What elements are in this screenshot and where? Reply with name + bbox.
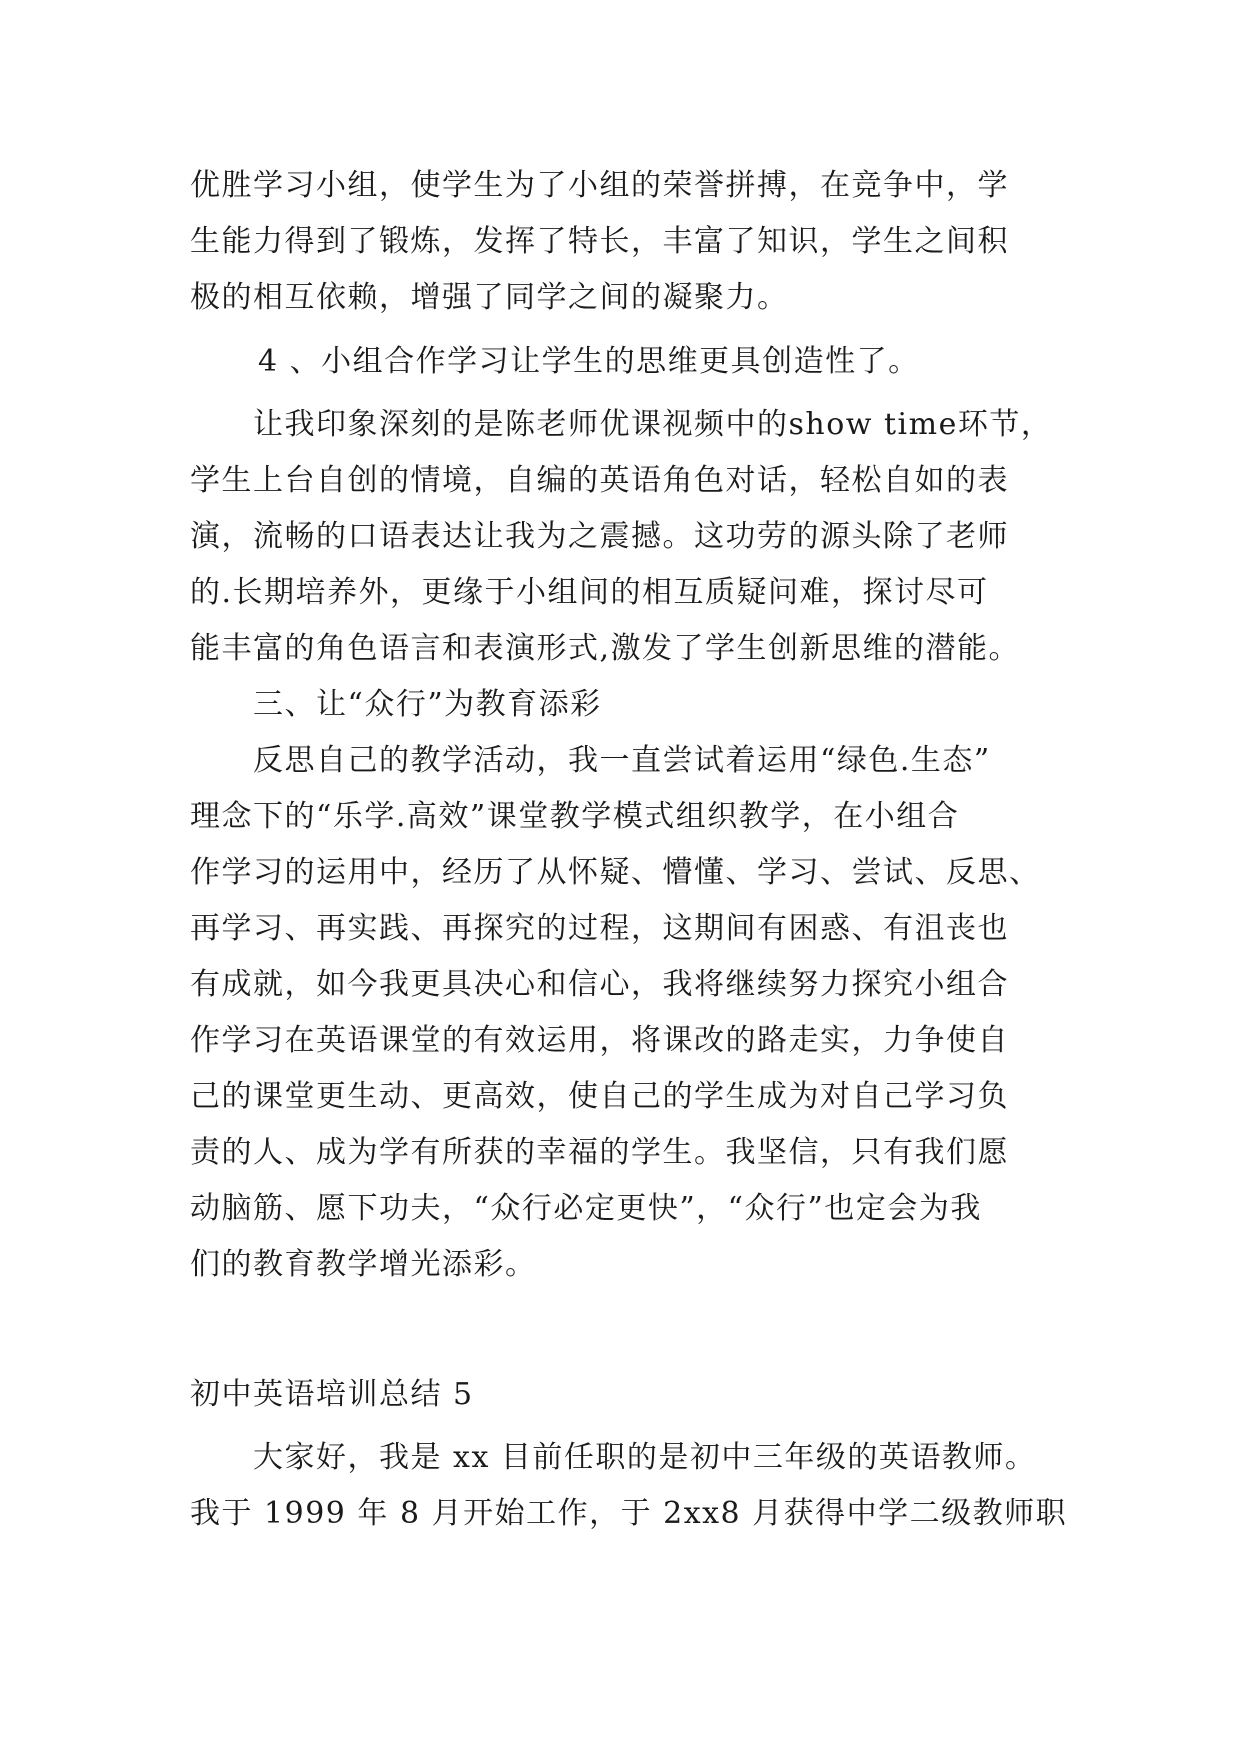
paragraph-line: 们的教育教学增光添彩。: [190, 1247, 537, 1282]
paragraph-line: 有成就，如今我更具决心和信心，我将继续努力探究小组合: [190, 967, 1009, 1002]
paragraph-line: 极的相互依赖，增强了同学之间的凝聚力。: [190, 280, 789, 315]
paragraph-line: 让我印象深刻的是陈老师优课视频中的show time环节，: [253, 407, 1053, 442]
paragraph-line: 的.长期培养外，更缘于小组间的相互质疑问难，探讨尽可: [190, 575, 989, 610]
paragraph-line: 作学习的运用中，经历了从怀疑、懵懂、学习、尝试、反思、: [190, 855, 1041, 890]
document-heading: 初中英语培训总结 5: [190, 1377, 474, 1412]
paragraph-line: 大家好，我是 xx 目前任职的是初中三年级的英语教师。: [253, 1440, 1037, 1475]
paragraph-line: 再学习、再实践、再探究的过程，这期间有困惑、有沮丧也: [190, 911, 1009, 946]
paragraph-line: 生能力得到了锻炼，发挥了特长，丰富了知识，学生之间积: [190, 224, 1009, 259]
paragraph-line: 动脑筋、愿下功夫，“众行必定更快”，“众行”也定会为我: [190, 1191, 982, 1226]
paragraph-line: 学生上台自创的情境，自编的英语角色对话，轻松自如的表: [190, 463, 1009, 498]
paragraph-line: 责的人、成为学有所获的幸福的学生。我坚信，只有我们愿: [190, 1135, 1009, 1170]
paragraph-line: 反思自己的教学活动，我一直尝试着运用“绿色.生态”: [253, 743, 991, 778]
paragraph-line: 作学习在英语课堂的有效运用，将课改的路走实，力争使自: [190, 1023, 1009, 1058]
section-heading: 三、让“众行”为教育添彩: [253, 687, 602, 722]
paragraph-line: 优胜学习小组，使学生为了小组的荣誉拼搏，在竞争中，学: [190, 168, 1009, 203]
paragraph-line: 理念下的“乐学.高效”课堂教学模式组织教学，在小组合: [190, 799, 960, 834]
paragraph-line: 能丰富的角色语言和表演形式,激发了学生创新思维的潜能。: [190, 631, 1021, 666]
numbered-item: 4 、小组合作学习让学生的思维更具创造性了。: [258, 344, 920, 379]
paragraph-line: 己的课堂更生动、更高效，使自己的学生成为对自己学习负: [190, 1079, 1009, 1114]
paragraph-line: 演，流畅的口语表达让我为之震撼。这功劳的源头除了老师: [190, 519, 1009, 554]
paragraph-line: 我于 1999 年 8 月开始工作，于 2xx8 月获得中学二级教师职: [190, 1496, 1068, 1531]
